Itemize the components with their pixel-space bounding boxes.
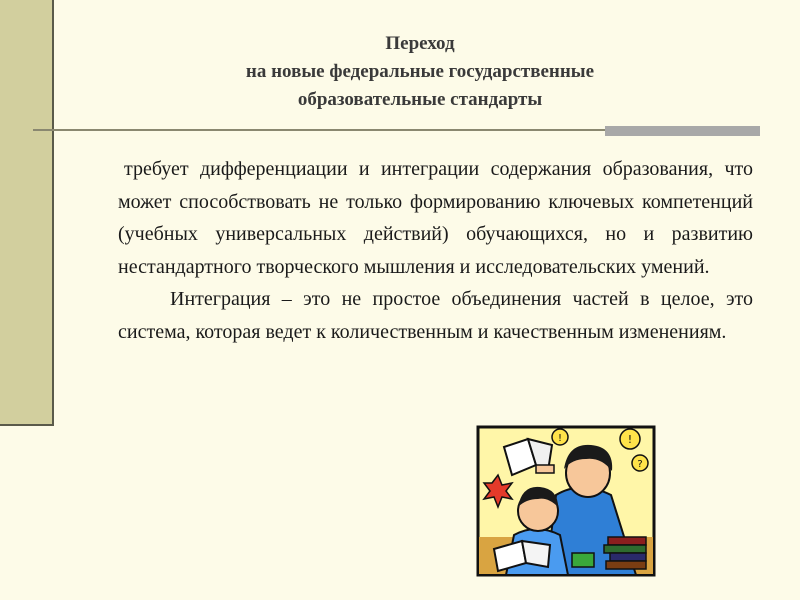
side-bar-bottom-line	[0, 424, 54, 426]
slide-title	[120, 30, 720, 114]
title-divider	[33, 129, 605, 131]
title-divider-block	[605, 126, 760, 136]
svg-text:!: !	[627, 433, 633, 446]
decorative-side-bar	[0, 0, 52, 424]
svg-text:!: !	[557, 433, 563, 444]
title-line-3: образовательные стандарты	[297, 89, 543, 110]
svg-text:?: ?	[637, 459, 643, 470]
paragraph-1: требует дифференциации и интеграции содержания образования, что может способствовать не только формированию ключевых компетенций (учебных универсальных действий) обучающихся, но и развитию нестандартного творческого мышления и исследовательских умений.	[118, 158, 753, 278]
title-line-2: на новые федеральные государственные	[245, 61, 595, 82]
paragraph-2: Интеграция – это не простое объединения частей в целое, это система, которая ведет к количественным и качественным изменениям.	[118, 288, 753, 343]
slide-body	[118, 153, 753, 349]
title-line-1: Переход	[385, 33, 455, 54]
students-reading-clipart-icon	[476, 425, 656, 577]
side-bar-edge-line	[52, 0, 54, 426]
